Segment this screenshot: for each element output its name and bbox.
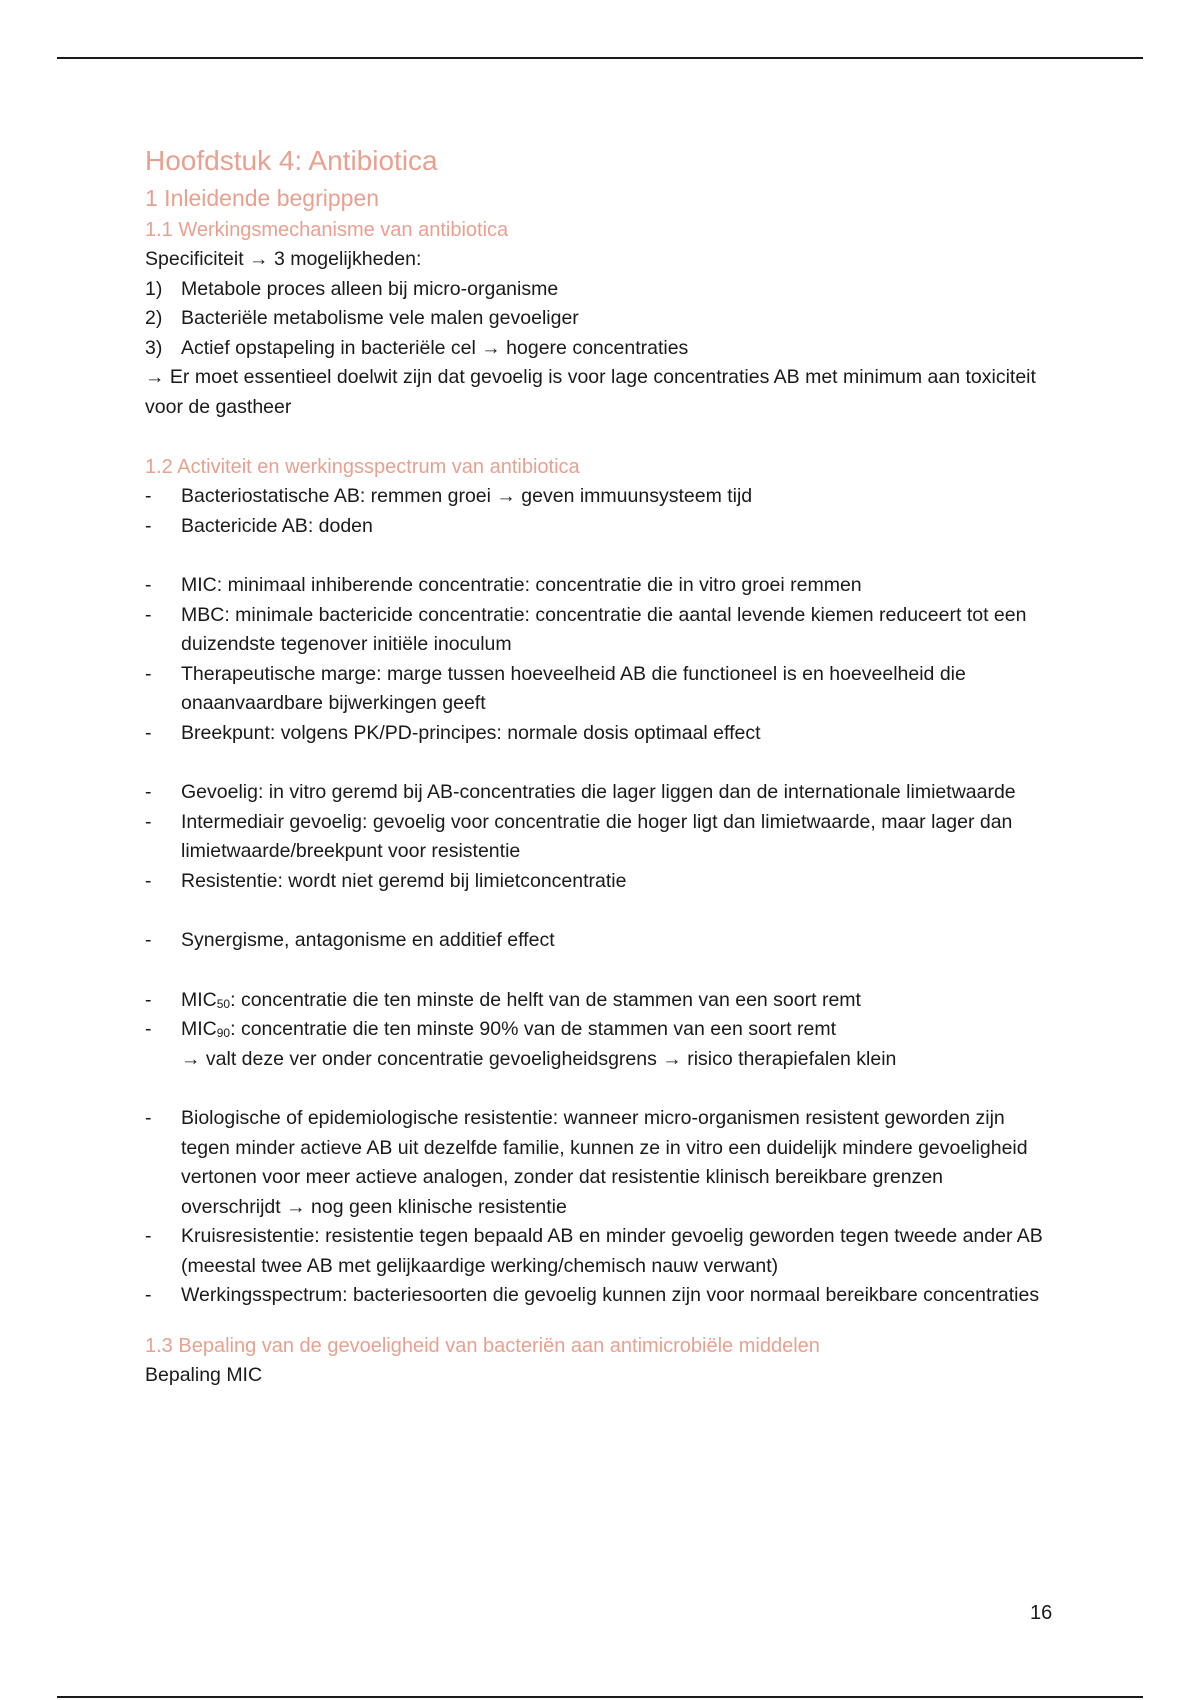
bullet-text: Bacteriostatische AB: remmen groei → geven immuunsysteem tijd	[181, 485, 753, 507]
item-number: 3)	[145, 336, 163, 359]
bullet-item	[145, 778, 1045, 808]
bullet-marker: -	[145, 1284, 152, 1306]
section-1-3-title: 1.3 Bepaling van de gevoeligheid van bacteriën aan antimicrobiële middelen	[145, 1334, 820, 1357]
bullet-marker: -	[145, 721, 152, 744]
mic50-subscript: 50	[216, 996, 231, 1011]
bullet-marker: -	[145, 810, 152, 833]
bullet-item	[145, 719, 1045, 749]
bullet-marker: -	[145, 781, 152, 803]
item-number: 2)	[145, 307, 163, 329]
spacer	[145, 956, 1045, 986]
bullet-item	[145, 867, 1045, 897]
spacer	[145, 896, 1045, 926]
bullet-item	[145, 512, 1045, 542]
section-1-3-text: Bepaling MIC	[145, 1363, 263, 1386]
numbered-item	[145, 275, 1045, 305]
numbered-item	[145, 304, 1045, 334]
bullet-marker: -	[145, 869, 152, 892]
bullet-item	[145, 571, 1045, 601]
section-1-1-intro: Specificiteit → 3 mogelijkheden:	[145, 248, 422, 270]
spacer	[145, 1074, 1045, 1104]
bullet-marker: -	[145, 1225, 152, 1247]
bullet-marker: -	[145, 485, 152, 507]
bullet-text: Intermediair gevoelig: gevoelig voor concentratie die hoger ligt dan limietwaarde, maar lager dan limietwaarde/breekpunt voor resistentie	[181, 810, 1013, 862]
bullet-text: Kruisresistentie: resistentie tegen bepaald AB en minder gevoelig geworden tegen tweede ander AB (meestal twee AB met gelijkaardige werking/chemisch nauw verwant)	[181, 1225, 1043, 1277]
bullet-item	[145, 808, 1045, 867]
bullet-item	[145, 1281, 1045, 1311]
bullet-marker: -	[145, 1107, 152, 1129]
bullet-item	[145, 1222, 1045, 1281]
item-number: 1)	[145, 277, 163, 300]
bullet-text	[181, 986, 1045, 1016]
bullet-text: Bactericide AB: doden	[181, 514, 373, 537]
bullet-item	[145, 926, 1045, 956]
mic-label: MIC	[181, 1018, 217, 1040]
section-1-2-title: 1.2 Activiteit en werkingsspectrum van antibiotica	[145, 456, 580, 478]
bullet-marker: -	[145, 662, 152, 685]
bullet-item	[145, 1015, 1045, 1074]
bullet-text: Therapeutische marge: marge tussen hoeveelheid AB die functioneel is en hoeveelheid die onaanvaardbare bijwerkingen geeft	[181, 662, 966, 714]
bullet-marker: -	[145, 988, 152, 1011]
bullet-marker: -	[145, 929, 152, 951]
item-text: Actief opstapeling in bacteriële cel → hogere concentraties	[181, 336, 689, 359]
mic90-text: : concentratie die ten minste 90% van de stammen van een soort remt	[230, 1018, 837, 1040]
spacer	[145, 541, 1045, 571]
bullet-marker: -	[145, 574, 152, 596]
item-text: Bacteriële metabolisme vele malen gevoeliger	[181, 307, 579, 329]
mic50-text: : concentratie die ten minste de helft van de stammen van een soort remt	[230, 988, 861, 1011]
mic-label: MIC	[181, 988, 217, 1011]
section-1-1-title: 1.1 Werkingsmechanisme van antibiotica	[145, 219, 509, 241]
mic90-subscript: 90	[216, 1026, 231, 1040]
bullet-item	[145, 482, 1045, 512]
numbered-item	[145, 334, 1045, 364]
bullet-text: Biologische of epidemiologische resistentie: wanneer micro-organismen resistent geworden zijn tegen minder actieve AB uit dezelfde familie, kunnen ze in vitro een duidelijk mindere gevoeligheid vertonen voor meer actieve analogen, zonder dat resistentie klinisch bereikbare grenzen overschrijdt → nog geen klinische resistentie	[181, 1107, 1028, 1218]
bullet-marker: -	[145, 514, 152, 537]
bullet-text: Resistentie: wordt niet geremd bij limietconcentratie	[181, 869, 627, 892]
footer-rule	[57, 1696, 1143, 1698]
bullet-text: MIC: minimaal inhiberende concentratie: concentratie die in vitro groei remmen	[181, 574, 862, 596]
bullet-item	[145, 1104, 1045, 1222]
section-1-1-conclusion: → Er moet essentieel doelwit zijn dat gevoelig is voor lage concentraties AB met minimum aan toxiciteit voor de gastheer	[145, 366, 1036, 418]
item-text: Metabole proces alleen bij micro-organisme	[181, 277, 559, 300]
page-content	[145, 143, 1045, 1390]
bullet-text: Breekpunt: volgens PK/PD-principes: normale dosis optimaal effect	[181, 721, 761, 744]
header-rule	[57, 57, 1143, 59]
spacer	[145, 748, 1045, 778]
bullet-item	[145, 986, 1045, 1016]
page-number: 16	[1030, 1602, 1053, 1624]
bullet-text: Gevoelig: in vitro geremd bij AB-concentraties die lager liggen dan de internationale limietwaarde	[181, 781, 1016, 803]
bullet-marker: -	[145, 603, 152, 626]
bullet-item	[145, 660, 1045, 719]
section-1-title: 1 Inleidende begrippen	[145, 185, 380, 211]
spacer	[145, 422, 1045, 452]
bullet-text: MBC: minimale bactericide concentratie: concentratie die aantal levende kiemen reduceert tot een duizendste tegenover initiële inoculum	[181, 603, 1027, 655]
bullet-text: Werkingsspectrum: bacteriesoorten die gevoelig kunnen zijn voor normaal bereikbare concentraties	[181, 1284, 1040, 1306]
bullet-text: Synergisme, antagonisme en additief effect	[181, 929, 555, 951]
chapter-title: Hoofdstuk 4: Antibiotica	[145, 145, 438, 176]
spacer	[145, 1311, 1045, 1331]
bullet-text	[181, 1015, 1045, 1074]
mic90-continuation: → valt deze ver onder concentratie gevoeligheidsgrens → risico therapiefalen klein	[181, 1047, 897, 1070]
bullet-item	[145, 601, 1045, 660]
bullet-marker: -	[145, 1018, 152, 1040]
